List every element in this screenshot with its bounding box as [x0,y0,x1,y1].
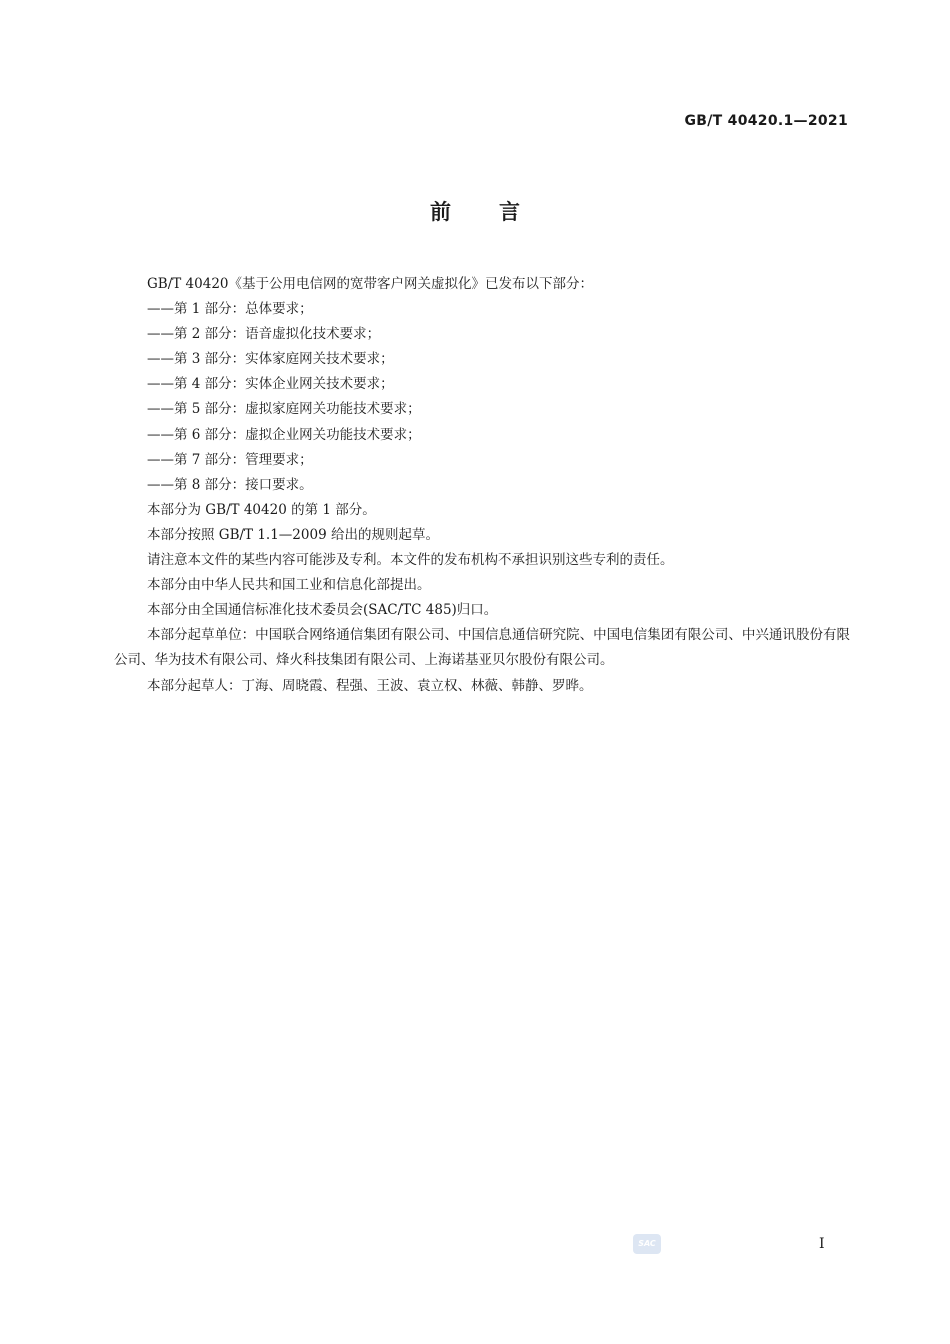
sac-logo: SAC [633,1234,661,1254]
page-number: I [819,1236,825,1252]
paragraph: 本部分为 GB/T 40420 的第 1 部分。 [147,501,376,518]
patent-notice: 请注意本文件的某些内容可能涉及专利。本文件的发布机构不承担识别这些专利的责任。 [147,552,674,569]
list-item: ——第 4 部分：实体企业网关技术要求； [147,376,394,393]
page-title: 前言 [430,200,568,224]
drafters: 本部分起草人：丁海、周晓霞、程强、王波、袁立权、林薇、韩静、罗晔。 [147,677,593,694]
list-item: ——第 3 部分：实体家庭网关技术要求； [147,351,394,368]
list-item: ——第 2 部分：语音虚拟化技术要求； [147,326,381,343]
list-item: ——第 5 部分：虚拟家庭网关功能技术要求； [147,401,421,418]
document-code: GB/T 40420.1—2021 [684,113,848,129]
list-item: ——第 6 部分：虚拟企业网关功能技术要求； [147,426,421,443]
list-item: ——第 1 部分：总体要求； [147,301,313,318]
paragraph: 本部分由全国通信标准化技术委员会(SAC/TC 485)归口。 [147,602,498,619]
foreword-body [114,272,850,699]
drafting-units: 本部分起草单位：中国联合网络通信集团有限公司、中国信息通信研究院、中国电信集团有限公司、中兴通讯股份有限公司、华为技术有限公司、烽火科技集团有限公司、上海诺基亚贝尔股份有限公司。 [114,627,850,669]
paragraph: 本部分由中华人民共和国工业和信息化部提出。 [147,577,431,594]
paragraph: GB/T 40420《基于公用电信网的宽带客户网关虚拟化》已发布以下部分： [147,276,593,292]
list-item: ——第 7 部分：管理要求； [147,451,313,468]
list-item: ——第 8 部分：接口要求。 [147,476,313,493]
paragraph: 本部分按照 GB/T 1.1—2009 给出的规则起草。 [147,526,439,543]
